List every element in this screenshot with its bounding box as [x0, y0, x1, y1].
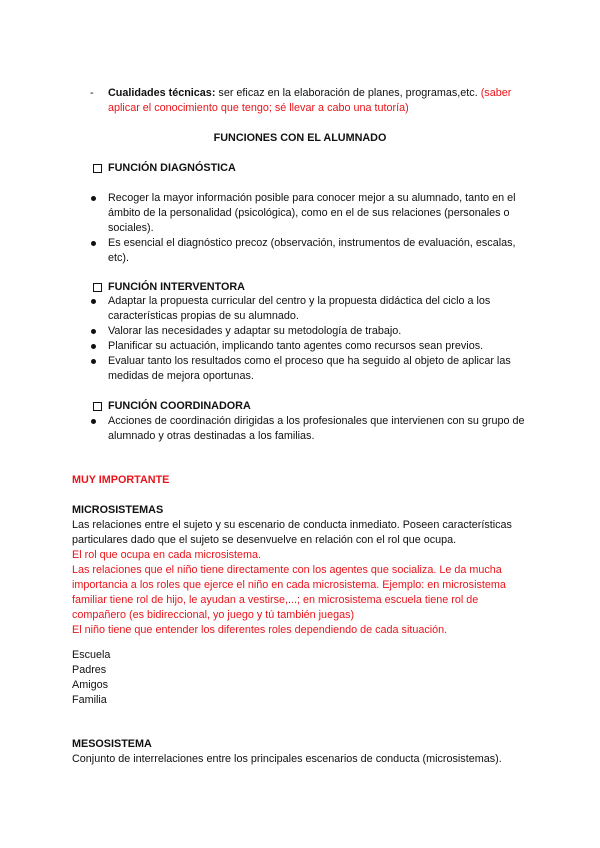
mesosistema-section: [72, 737, 532, 767]
list-item: Valorar las necesidades y adaptar su metodología de trabajo.: [91, 324, 531, 339]
function-diagnostic-list: [91, 191, 531, 266]
list-item: Escuela: [72, 649, 111, 661]
technical-qualities-note: (saber aplicar el conocimiento que tengo; sé llevar a cabo una tutoría): [108, 87, 512, 114]
list-item: Recoger la mayor información posible para conocer mejor a su alumnado, tanto en el ámbito de la personalidad (psicológica), como en el de sus relaciones (personales o sociales).: [91, 191, 531, 236]
section-title: FUNCIONES CON EL ALUMNADO: [213, 132, 387, 144]
checkbox-icon: [93, 283, 102, 292]
microsistemas-section: [72, 503, 532, 638]
microsistemas-red-1: El rol que ocupa en cada microsistema.: [72, 549, 262, 561]
function-heading-label: FUNCIÓN COORDINADORA: [108, 400, 251, 412]
function-heading-label: FUNCIÓN DIAGNÓSTICA: [108, 162, 236, 174]
technical-qualities-body: ser eficaz en la elaboración de planes, programas,etc.: [215, 87, 481, 99]
technical-qualities-item: [90, 86, 530, 116]
function-interventora-heading: [93, 280, 245, 295]
function-coordinadora-heading: [93, 399, 251, 414]
important-label: MUY IMPORTANTE: [72, 474, 170, 486]
list-item: Es esencial el diagnóstico precoz (observación, instrumentos de evaluación, escalas, etc).: [91, 236, 531, 266]
list-item: Planificar su actuación, implicando tanto agentes como recursos sean previos.: [91, 339, 531, 354]
mesosistema-text: Conjunto de interrelaciones entre los principales escenarios de conducta (microsistemas).: [72, 753, 502, 765]
checkbox-icon: [93, 402, 102, 411]
function-heading-label: FUNCIÓN INTERVENTORA: [108, 281, 245, 293]
list-item: Evaluar tanto los resultados como el proceso que ha seguido al objeto de aplicar las medidas de mejora oportunas.: [91, 354, 531, 384]
technical-qualities-label: Cualidades técnicas:: [108, 87, 216, 99]
checkbox-icon: [93, 164, 102, 173]
microsistemas-red-3: El niño tiene que entender los diferentes roles dependiendo de cada situación.: [72, 624, 448, 636]
list-item: Adaptar la propuesta curricular del centro y la propuesta didáctica del ciclo a los características propias de su alumnado.: [91, 294, 531, 324]
list-item: Familia: [72, 694, 107, 706]
technical-qualities-text: [108, 86, 530, 116]
list-item: Acciones de coordinación dirigidas a los profesionales que intervienen con su grupo de alumnado y otras destinadas a los familias.: [91, 414, 531, 444]
microsistemas-title: MICROSISTEMAS: [72, 504, 164, 516]
function-interventora-list: [91, 294, 531, 384]
microsistemas-text: Las relaciones entre el sujeto y su escenario de conducta inmediato. Poseen características particulares dado que el sujeto se desenvuelve en relación con el rol que ocupa.: [72, 519, 512, 546]
list-item: Amigos: [72, 679, 109, 691]
mesosistema-title: MESOSISTEMA: [72, 738, 152, 750]
microsistemas-red-2: Las relaciones que el niño tiene directamente con los agentes que socializa. Le da mucha importancia a los roles que ejerce el niño en cada microsistema. Ejemplo: en microsistema familiar tiene rol de hijo, le ayudan a vestirse,...; en microsistema escuela tiene rol de compañero (es bidireccional, yo juego y tú también juegas): [72, 564, 506, 621]
microsistemas-list: [72, 648, 532, 708]
function-diagnostic-heading: [93, 161, 236, 176]
dash-marker: -: [90, 87, 94, 99]
function-coordinadora-list: [91, 414, 531, 444]
list-item: Padres: [72, 664, 107, 676]
